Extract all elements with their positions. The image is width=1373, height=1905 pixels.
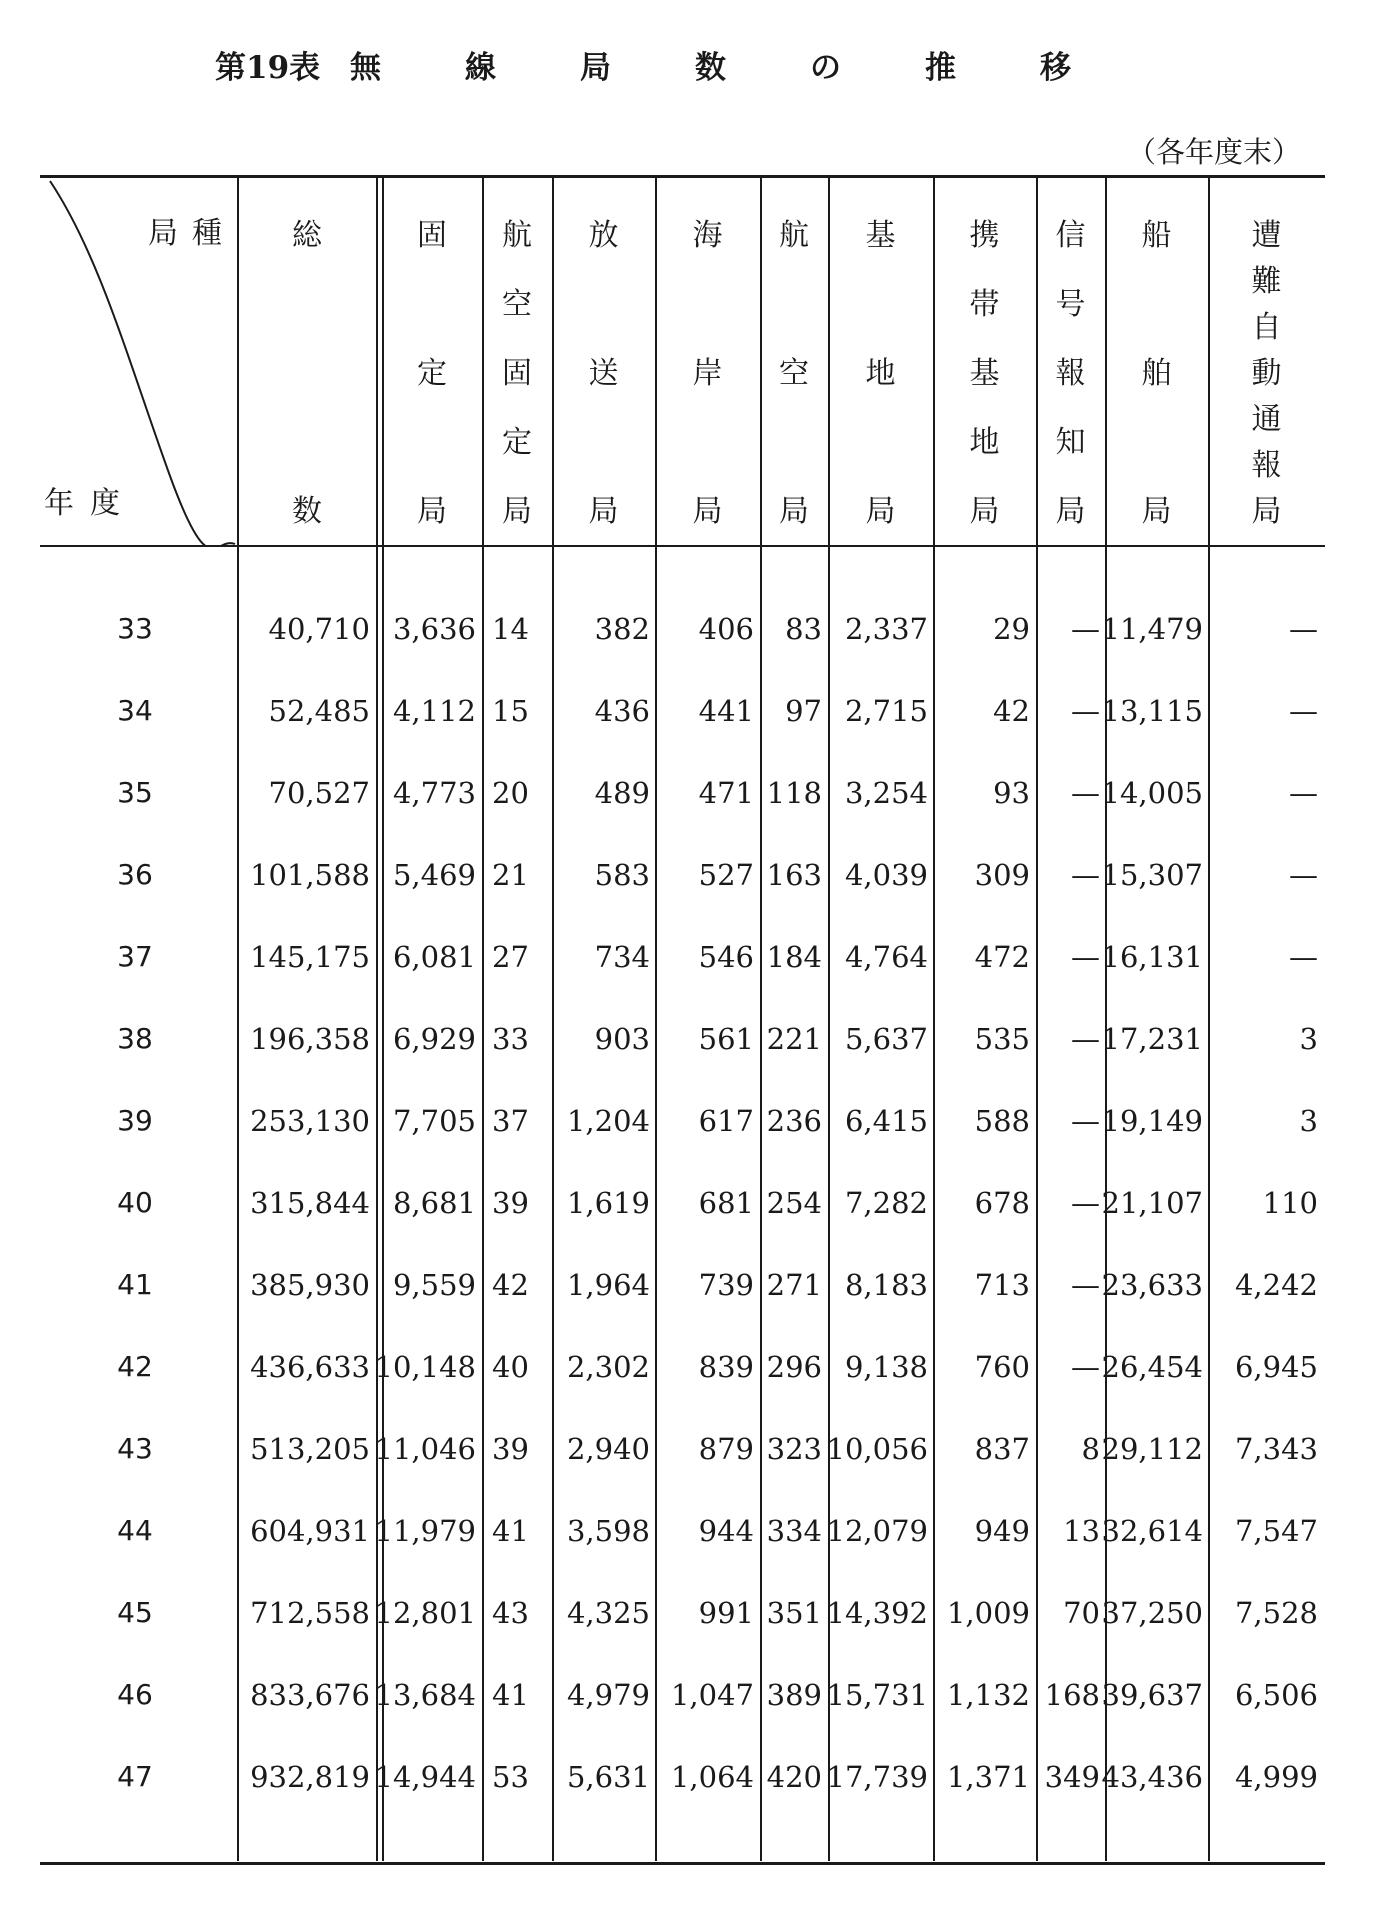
table-cell: — (1071, 940, 1100, 974)
table-cell: 271 (766, 1268, 822, 1302)
table-cell: 351 (766, 1596, 822, 1630)
table-number: 第19表 (215, 50, 321, 86)
table-cell: 19,149 (1101, 1104, 1203, 1138)
table-cell: 14,392 (826, 1596, 928, 1630)
table-cell: 110 (1262, 1186, 1318, 1220)
table-cell: 101,588 (250, 858, 370, 892)
title-char: の (810, 50, 841, 86)
table-cell: 471 (698, 776, 754, 810)
table-cell: 949 (974, 1514, 1030, 1548)
table-cell: 39 (492, 1186, 529, 1220)
table-cell: 12,079 (826, 1514, 928, 1548)
table-cell: 13,684 (374, 1678, 476, 1712)
table-cell: 15,307 (1101, 858, 1203, 892)
table-cell: 1,619 (566, 1186, 650, 1220)
header-portable-base: 携 帯 基 地 局 (969, 218, 1000, 529)
table-cell: 5,637 (844, 1022, 928, 1056)
year-cell: 41 (117, 1268, 153, 1301)
table-cell: 17,231 (1101, 1022, 1203, 1056)
table-cell: 4,764 (844, 940, 928, 974)
table-cell: 52,485 (268, 694, 370, 728)
table-cell: 21,107 (1101, 1186, 1203, 1220)
year-cell: 45 (117, 1596, 153, 1629)
table-cell: 385,930 (250, 1268, 370, 1302)
table-cell: 27 (492, 940, 529, 974)
table-cell: 23,633 (1101, 1268, 1203, 1302)
table-cell: 932,819 (250, 1760, 370, 1794)
table-cell: 11,046 (374, 1432, 476, 1466)
table-cell: 1,371 (946, 1760, 1030, 1794)
year-cell: 43 (117, 1432, 153, 1465)
table-cell: 7,547 (1234, 1514, 1318, 1548)
table-cell: 323 (766, 1432, 822, 1466)
table-cell: 145,175 (250, 940, 370, 974)
table-cell: 40 (492, 1350, 529, 1384)
table-cell: 713 (974, 1268, 1030, 1302)
year-cell: 34 (117, 694, 153, 727)
table-cell: 6,415 (844, 1104, 928, 1138)
table-cell: — (1071, 776, 1100, 810)
table-cell: — (1289, 694, 1318, 728)
table-cell: 8,183 (844, 1268, 928, 1302)
table-cell: 41 (492, 1514, 529, 1548)
table-cell: — (1071, 694, 1100, 728)
header-ship: 船 舶 局 (1141, 218, 1172, 529)
table-cell: 37 (492, 1104, 529, 1138)
header-coast: 海 岸 局 (692, 218, 723, 529)
table-cell: 8,681 (392, 1186, 476, 1220)
table-cell: 879 (698, 1432, 754, 1466)
table-cell: 16,131 (1101, 940, 1203, 974)
table-cell: 588 (974, 1104, 1030, 1138)
table-cell: 712,558 (250, 1596, 370, 1630)
table-cell: 527 (698, 858, 754, 892)
table-cell: 315,844 (250, 1186, 370, 1220)
title-char: 移 (1040, 50, 1071, 86)
table-cell: 436,633 (250, 1350, 370, 1384)
table-cell: 3,598 (566, 1514, 650, 1548)
table-cell: 184 (766, 940, 822, 974)
table-cell: 604,931 (250, 1514, 370, 1548)
table-cell: 1,047 (670, 1678, 754, 1712)
table-cell: — (1289, 940, 1318, 974)
year-cell: 33 (117, 612, 153, 645)
table-cell: 42 (993, 694, 1030, 728)
table-cell: 1,064 (670, 1760, 754, 1794)
table-cell: 43,436 (1101, 1760, 1203, 1794)
title-char: 線 (465, 50, 496, 86)
year-cell: 46 (117, 1678, 153, 1711)
table-cell: 734 (594, 940, 650, 974)
table-cell: 617 (698, 1104, 754, 1138)
year-cell: 42 (117, 1350, 153, 1383)
table-cell: 26,454 (1101, 1350, 1203, 1384)
table-cell: 12,801 (374, 1596, 476, 1630)
table-cell: 11,479 (1101, 612, 1203, 646)
table-cell: — (1071, 1104, 1100, 1138)
table-cell: 253,130 (250, 1104, 370, 1138)
table-cell: 546 (698, 940, 754, 974)
table-cell: 4,999 (1234, 1760, 1318, 1794)
table-cell: 53 (492, 1760, 529, 1794)
table-cell: 14 (492, 612, 529, 646)
table-cell: 4,039 (844, 858, 928, 892)
table-cell: 4,242 (1234, 1268, 1318, 1302)
table-cell: 296 (766, 1350, 822, 1384)
table-cell: 32,614 (1101, 1514, 1203, 1548)
table-cell: 1,204 (566, 1104, 650, 1138)
stub-header-kind: 局種 (148, 216, 236, 251)
table-cell: 561 (698, 1022, 754, 1056)
table-cell: 7,705 (392, 1104, 476, 1138)
table-cell: 83 (785, 612, 822, 646)
bottom-rule (40, 1862, 1325, 1865)
table-cell: — (1071, 1268, 1100, 1302)
table-cell: 334 (766, 1514, 822, 1548)
table-cell: 43 (492, 1596, 529, 1630)
header-aeronautical: 航 空 局 (779, 218, 809, 529)
table-cell: 833,676 (250, 1678, 370, 1712)
year-cell: 38 (117, 1022, 153, 1055)
table-cell: 7,282 (844, 1186, 928, 1220)
table-cell: 41 (492, 1678, 529, 1712)
table-cell: 163 (766, 858, 822, 892)
year-cell: 36 (117, 858, 153, 891)
header-aero-fixed: 航 空 固 定 局 (502, 218, 532, 529)
table-cell: 4,325 (566, 1596, 650, 1630)
table-cell: 3 (1299, 1104, 1318, 1138)
table-cell: 678 (974, 1186, 1030, 1220)
header-total: 総 数 (292, 218, 322, 529)
header-distress-auto: 遭 難 自 動 通 報 局 (1251, 218, 1282, 529)
table-cell: 93 (993, 776, 1030, 810)
table-cell: 1,009 (946, 1596, 1030, 1630)
table-cell: 14,005 (1101, 776, 1203, 810)
table-cell: 97 (785, 694, 822, 728)
table-cell: 6,081 (392, 940, 476, 974)
stub-header-year: 年度 (44, 486, 136, 521)
table-cell: 33 (492, 1022, 529, 1056)
table-cell: 903 (594, 1022, 650, 1056)
title-char: 数 (695, 50, 726, 86)
table-cell: 583 (594, 858, 650, 892)
table-cell: 42 (492, 1268, 529, 1302)
table-cell: — (1071, 858, 1100, 892)
header-signal-report: 信 号 報 知 局 (1055, 218, 1086, 529)
table-cell: — (1071, 612, 1100, 646)
table-cell: 5,469 (392, 858, 476, 892)
table-cell: 39,637 (1101, 1678, 1203, 1712)
year-cell: 37 (117, 940, 153, 973)
table-cell: 4,979 (566, 1678, 650, 1712)
table-cell: 760 (974, 1350, 1030, 1384)
table-cell: 472 (974, 940, 1030, 974)
table-cell: 3,254 (844, 776, 928, 810)
table-cell: 389 (766, 1678, 822, 1712)
table-cell: 11,979 (374, 1514, 476, 1548)
table-cell: 489 (594, 776, 650, 810)
table-cell: 21 (492, 858, 529, 892)
table-cell: 2,940 (566, 1432, 650, 1466)
table-cell: 40,710 (268, 612, 370, 646)
table-cell: — (1071, 1022, 1100, 1056)
table-cell: 3 (1299, 1022, 1318, 1056)
table-cell: 37,250 (1101, 1596, 1203, 1630)
table-cell: 2,715 (844, 694, 928, 728)
table-cell: 4,773 (392, 776, 476, 810)
table-cell: 7,343 (1234, 1432, 1318, 1466)
table-cell: 513,205 (250, 1432, 370, 1466)
table-cell: 70 (1063, 1596, 1100, 1630)
header-fixed: 固 定 局 (417, 218, 447, 529)
table-cell: 681 (698, 1186, 754, 1220)
table-cell: 6,929 (392, 1022, 476, 1056)
table-cell: 9,138 (844, 1350, 928, 1384)
table-cell: 29 (993, 612, 1030, 646)
table-cell: 254 (766, 1186, 822, 1220)
table-cell: — (1071, 1350, 1100, 1384)
table-cell: 196,358 (250, 1022, 370, 1056)
table-cell: — (1289, 858, 1318, 892)
table-cell: 6,945 (1234, 1350, 1318, 1384)
unit-note: （各年度末） (1126, 135, 1301, 169)
table-cell: 15 (492, 694, 529, 728)
year-cell: 35 (117, 776, 153, 809)
table-cell: 10,148 (374, 1350, 476, 1384)
table-cell: 221 (766, 1022, 822, 1056)
table-cell: 535 (974, 1022, 1030, 1056)
year-cell: 40 (117, 1186, 153, 1219)
table-cell: 3,636 (392, 612, 476, 646)
table-cell: 837 (974, 1432, 1030, 1466)
table-cell: 14,944 (374, 1760, 476, 1794)
table-cell: — (1071, 1186, 1100, 1220)
table-cell: — (1289, 612, 1318, 646)
table-cell: 70,527 (268, 776, 370, 810)
table-cell: 739 (698, 1268, 754, 1302)
table-cell: 39 (492, 1432, 529, 1466)
table-cell: 1,132 (946, 1678, 1030, 1712)
table-cell: 15,731 (826, 1678, 928, 1712)
table-cell: 29,112 (1101, 1432, 1203, 1466)
table-cell: 349 (1044, 1760, 1100, 1794)
table-title (215, 42, 1095, 92)
table-cell: 17,739 (826, 1760, 928, 1794)
table-cell: 9,559 (392, 1268, 476, 1302)
table-cell: 6,506 (1234, 1678, 1318, 1712)
year-cell: 44 (117, 1514, 153, 1547)
table-cell: 406 (698, 612, 754, 646)
table-cell: — (1289, 776, 1318, 810)
year-cell: 47 (117, 1760, 153, 1793)
table-cell: 13,115 (1101, 694, 1203, 728)
table-cell: 1,964 (566, 1268, 650, 1302)
table-cell: 20 (492, 776, 529, 810)
table-cell: 441 (698, 694, 754, 728)
table-cell: 7,528 (1234, 1596, 1318, 1630)
table-cell: 168 (1044, 1678, 1100, 1712)
table-cell: 8 (1081, 1432, 1100, 1466)
header-broadcast: 放 送 局 (588, 218, 619, 529)
table-cell: 309 (974, 858, 1030, 892)
table-cell: 436 (594, 694, 650, 728)
title-char: 無 (350, 50, 381, 86)
year-cell: 39 (117, 1104, 153, 1137)
table-cell: 2,337 (844, 612, 928, 646)
table-cell: 5,631 (566, 1760, 650, 1794)
table-cell: 944 (698, 1514, 754, 1548)
table-cell: 118 (766, 776, 822, 810)
table-cell: 4,112 (392, 694, 476, 728)
title-char: 局 (580, 50, 611, 86)
table-cell: 236 (766, 1104, 822, 1138)
header-base: 基 地 局 (865, 218, 896, 529)
table-cell: 991 (698, 1596, 754, 1630)
table-cell: 10,056 (826, 1432, 928, 1466)
title-char: 推 (925, 50, 956, 86)
table-cell: 382 (594, 612, 650, 646)
table-cell: 2,302 (566, 1350, 650, 1384)
table-cell: 420 (766, 1760, 822, 1794)
table-cell: 839 (698, 1350, 754, 1384)
table-cell: 13 (1063, 1514, 1100, 1548)
